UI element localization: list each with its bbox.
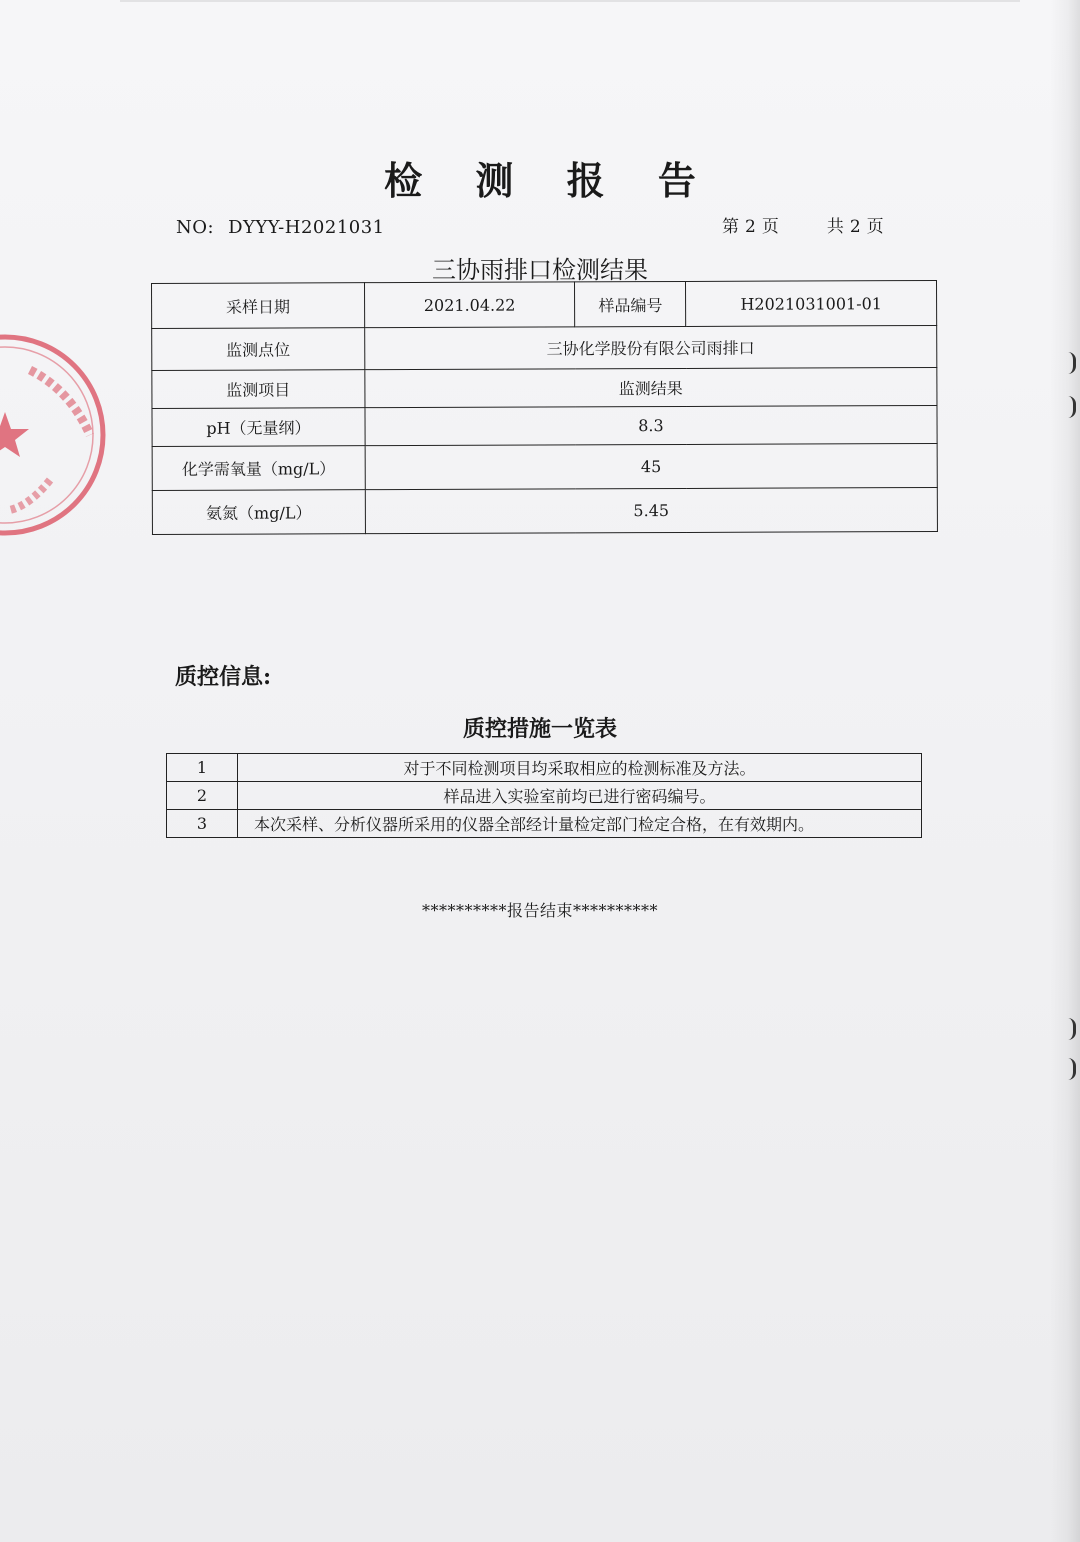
- table-row: [167, 810, 922, 838]
- table-row: [152, 405, 937, 446]
- report-number: [176, 217, 385, 238]
- binder-clip-mark: [1065, 352, 1076, 374]
- page-edge-line: [120, 0, 1020, 2]
- page-unit: 页: [761, 217, 779, 237]
- qc-row-index: 3: [167, 810, 238, 838]
- table-row: [152, 325, 937, 370]
- item-result: 8.3: [365, 405, 937, 445]
- table-row: [167, 754, 922, 782]
- total-label: 共: [826, 217, 844, 237]
- report-title: 检 测 报 告: [384, 158, 716, 203]
- qc-table: [166, 753, 922, 838]
- item-name: 氨氮（mg/L）: [152, 490, 365, 535]
- results-table: [151, 280, 938, 535]
- qc-heading: 质控信息:: [175, 664, 272, 690]
- sampling-date-label: 采样日期: [152, 283, 365, 329]
- results-table-caption: 三协雨排口检测结果: [432, 256, 648, 284]
- table-row: [152, 367, 937, 408]
- qc-row-index: 2: [167, 782, 238, 810]
- binder-clip-mark: [1065, 396, 1076, 418]
- page-total: 2: [849, 217, 861, 237]
- table-row: [152, 443, 937, 490]
- qc-row-text: 样品进入实验室前均已进行密码编号。: [238, 782, 922, 810]
- sample-no-value: H2021031001-01: [686, 280, 937, 326]
- table-row: [167, 782, 922, 810]
- qc-row-text: 对于不同检测项目均采取相应的检测标准及方法。: [238, 754, 922, 782]
- binder-clip-mark: [1065, 1018, 1076, 1040]
- sampling-date-value: 2021.04.22: [364, 282, 575, 328]
- item-name: pH（无量纲）: [152, 408, 365, 447]
- result-header: 监测结果: [365, 367, 937, 407]
- item-result: 45: [365, 443, 937, 489]
- qc-row-text: 本次采样、分析仪器所采用的仪器全部经计量检定部门检定合格，在有效期内。: [238, 810, 922, 838]
- qc-row-index: 1: [167, 754, 238, 782]
- report-number-value: DYYY-H2021031: [228, 217, 385, 238]
- table-row: [152, 487, 937, 534]
- total-unit: 页: [866, 217, 884, 237]
- monitoring-point-value: 三协化学股份有限公司雨排口: [364, 325, 936, 369]
- qc-table-caption: 质控措施一览表: [462, 716, 617, 742]
- report-end-mark: **********报告结束**********: [421, 901, 658, 920]
- report-number-label: NO:: [176, 217, 215, 238]
- item-result: 5.45: [365, 487, 937, 533]
- monitoring-point-label: 监测点位: [152, 328, 365, 371]
- official-seal-stamp: [0, 330, 110, 540]
- table-row: [152, 280, 937, 328]
- page-indicator: [722, 212, 890, 237]
- item-name: 化学需氧量（mg/L）: [152, 446, 365, 491]
- page-edge-shadow: [1050, 0, 1080, 1542]
- item-header: 监测项目: [152, 370, 365, 409]
- sample-no-label: 样品编号: [575, 281, 686, 326]
- page-current: 2: [745, 217, 756, 237]
- page-label: 第: [722, 217, 739, 237]
- binder-clip-mark: [1065, 1058, 1076, 1080]
